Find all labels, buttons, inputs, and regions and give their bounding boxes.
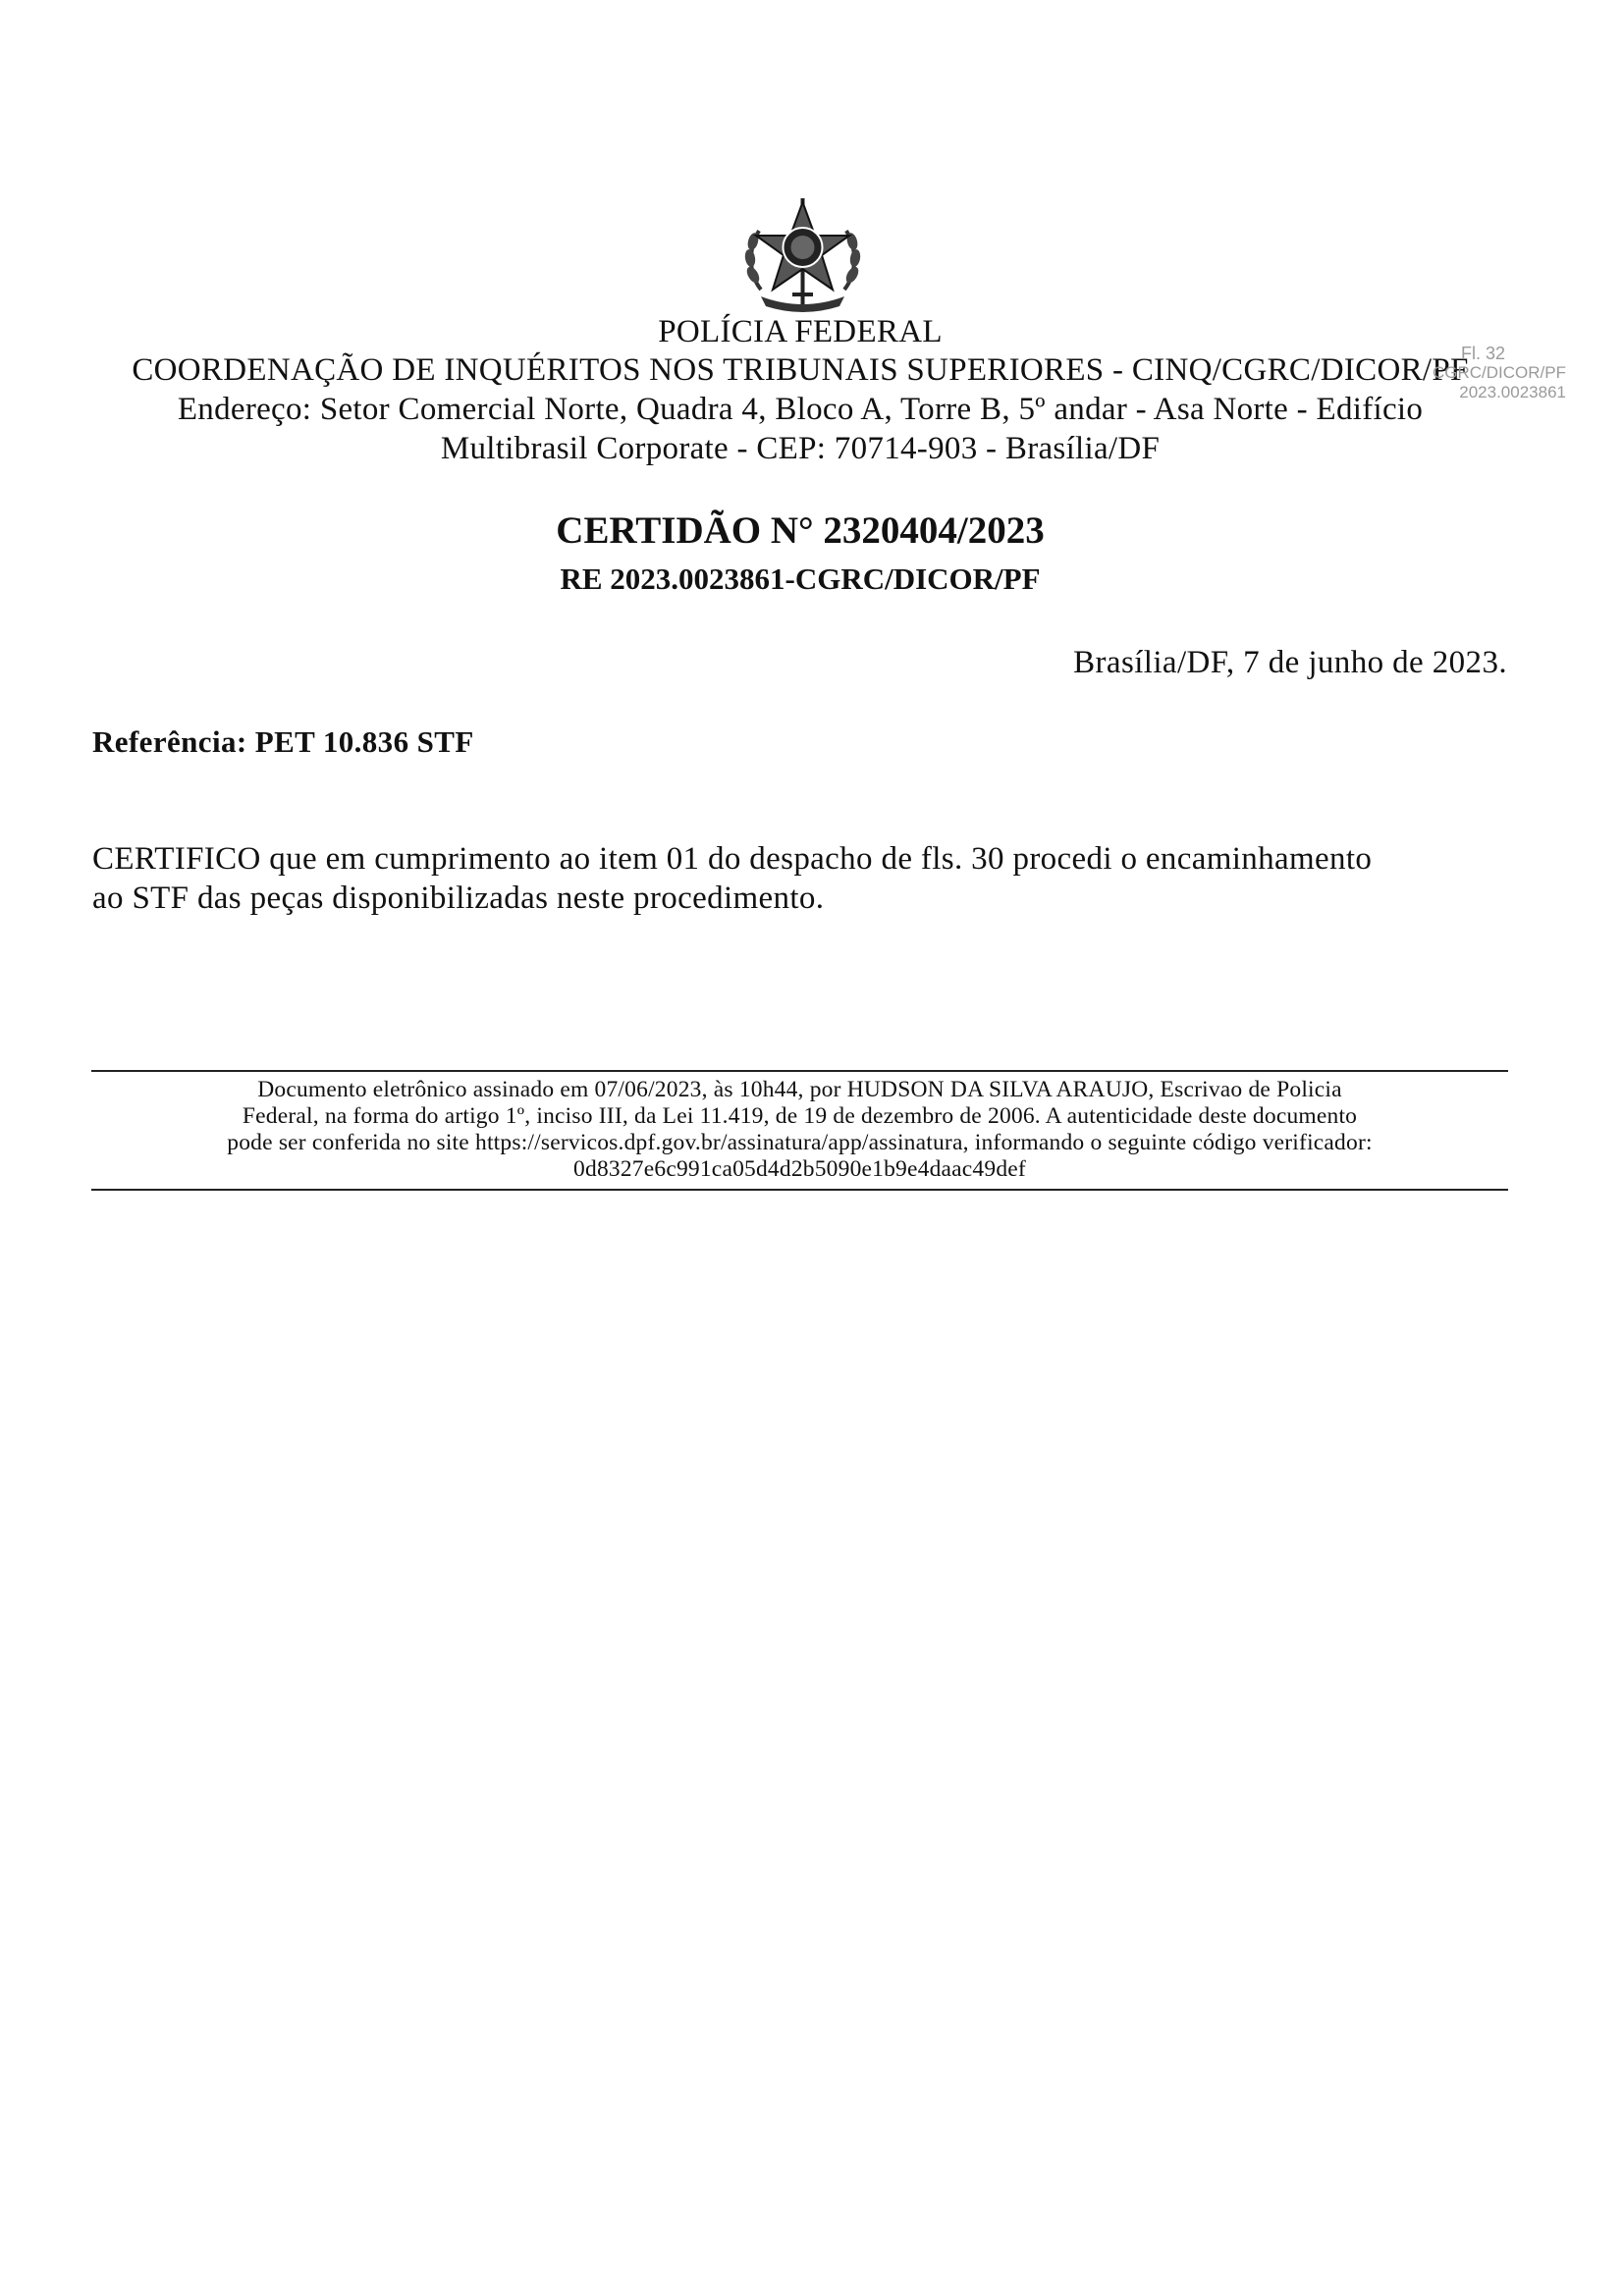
signature-line: Documento eletrônico assinado em 07/06/2023, às 10h44, por HUDSON DA SILVA ARAUJO, Escrivao de Policia xyxy=(257,1077,1342,1102)
address-line-1: Endereço: Setor Comercial Norte, Quadra 4, Bloco A, Torre B, 5º andar - Asa Norte - Edifício xyxy=(177,392,1424,427)
verification-code: 0d8327e6c991ca05d4d2b5090e1b9e4daac49def xyxy=(573,1156,1026,1182)
stamp-unit: CGRC/DICOR/PF xyxy=(1433,363,1566,382)
body-line: ao STF das peças disponibilizadas neste procedimento. xyxy=(92,881,825,916)
department-name: COORDENAÇÃO DE INQUÉRITOS NOS TRIBUNAIS SUPERIORES - CINQ/CGRC/DICOR/PF xyxy=(132,352,1469,388)
institution-name: POLÍCIA FEDERAL xyxy=(658,314,943,349)
signature-line: pode ser conferida no site https://servicos.dpf.gov.br/assinatura/app/assinatura, informando o seguinte código verificador: xyxy=(227,1130,1373,1155)
stamp-process-number: 2023.0023861 xyxy=(1459,383,1566,401)
signature-line: Federal, na forma do artigo 1º, inciso III, da Lei 11.419, de 19 de dezembro de 2006. A autenticidade deste documento xyxy=(242,1103,1358,1129)
page-stamp xyxy=(1370,344,1566,402)
certificate-title: CERTIDÃO N° 2320404/2023 xyxy=(556,509,1045,552)
stamp-page-number: Fl. 32 xyxy=(1460,344,1505,363)
electronic-signature-box xyxy=(91,1070,1508,1191)
certificate-body xyxy=(92,839,1516,918)
address-line-2: Multibrasil Corporate - CEP: 70714-903 - Brasília/DF xyxy=(440,431,1161,466)
certificate-subtitle: RE 2023.0023861-CGRC/DICOR/PF xyxy=(560,561,1041,596)
brazil-coat-of-arms-icon xyxy=(731,196,874,314)
reference: Referência: PET 10.836 STF xyxy=(92,724,474,759)
body-line: CERTIFICO que em cumprimento ao item 01 do despacho de fls. 30 procedi o encaminhamento xyxy=(92,841,1373,877)
document-date: Brasília/DF, 7 de junho de 2023. xyxy=(1073,645,1507,680)
